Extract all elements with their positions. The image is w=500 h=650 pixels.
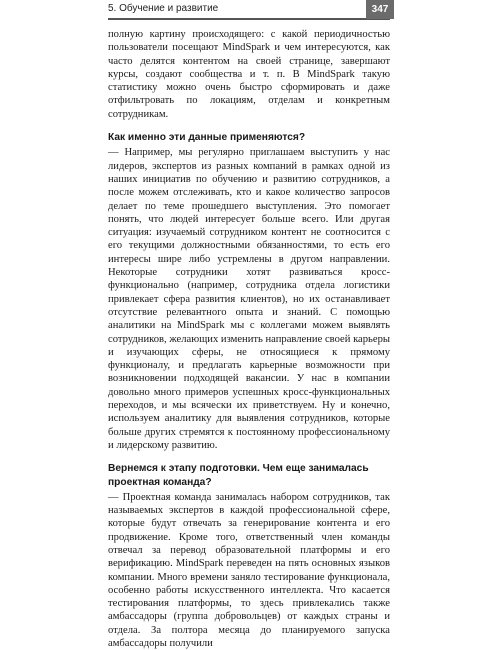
- header-rule: [108, 18, 390, 20]
- paragraph: — Например, мы регулярно приглашаем выступить у нас лидеров, экспертов из разных компаний в рамках одной из наших инициатив по обучению и развитию сотрудников, а после можем отслеживать, кто и какое количество запросов делает по теме прошедшего выступления. Это помогает понять, что людей интересует больше всего. Или другая ситуация: изучаемый сотрудником контент не соотносится с его текущими должностными обязанностями, то есть его интересы шире либо устремлены в другом направлении. Некоторые сотрудники хотят развиваться кросс-функционально (например, сотрудника отдела логистики привлекает сфера развития клиентов), но их останавливает отсутствие релевантного опыта и знаний. С помощью аналитики на MindSpark мы с коллегами можем выявлять сотрудников, желающих изменить направление своей карьеры и изучающих сферы, не относящиеся к прямому функционалу, и предлагать карьерные возможности при возникновении подходящей вакансии. У нас в компании довольно много примеров успешных кросс-функциональных переходов, и мы всячески их приветствуем. Ну и конечно, используем аналитику для выявления сотрудников, которые больше других стремятся к постоянному профессиональному и лидерскому развитию.: [108, 147, 390, 451]
- running-header: [108, 0, 390, 22]
- page-number: 347: [366, 0, 394, 19]
- paragraph: полную картину происходящего: с какой периодичностью пользователи посещают MindSpark и чем интересуются, как часто делятся контентом на своей странице, завершают курсы, создают сообщества и т. п. В MindSpark такую статистику можно очень быстро сформировать и даже отфильтровать по локациям, отделам и конкретным сотрудникам.: [108, 29, 390, 120]
- chapter-title: 5. Обучение и развитие: [108, 3, 219, 14]
- page-body: [108, 28, 390, 650]
- interview-question: Вернемся к этапу подготовки. Чем еще занималась проектная команда?: [108, 463, 369, 488]
- paragraph: — Проектная команда занималась набором сотрудников, так называемых экспертов в каждой профессиональной сфере, которые будут отвечать за генерирование контента и его продвижение. Кроме того, ответственный член команды отвечал за перевод образовательной платформы и его верификацию. MindSpark переведен на пять основных языков компании. Много времени заняло тестирование функционала, особенно работы искусственного интеллекта. Что касается тестирования платформы, то здесь привлекались также амбассадоры (группа добровольцев) от каждых страны и отдела. За полтора месяца до планируемого запуска амбассадоры получили: [108, 491, 390, 650]
- interview-question: Как именно эти данные применяются?: [108, 132, 306, 144]
